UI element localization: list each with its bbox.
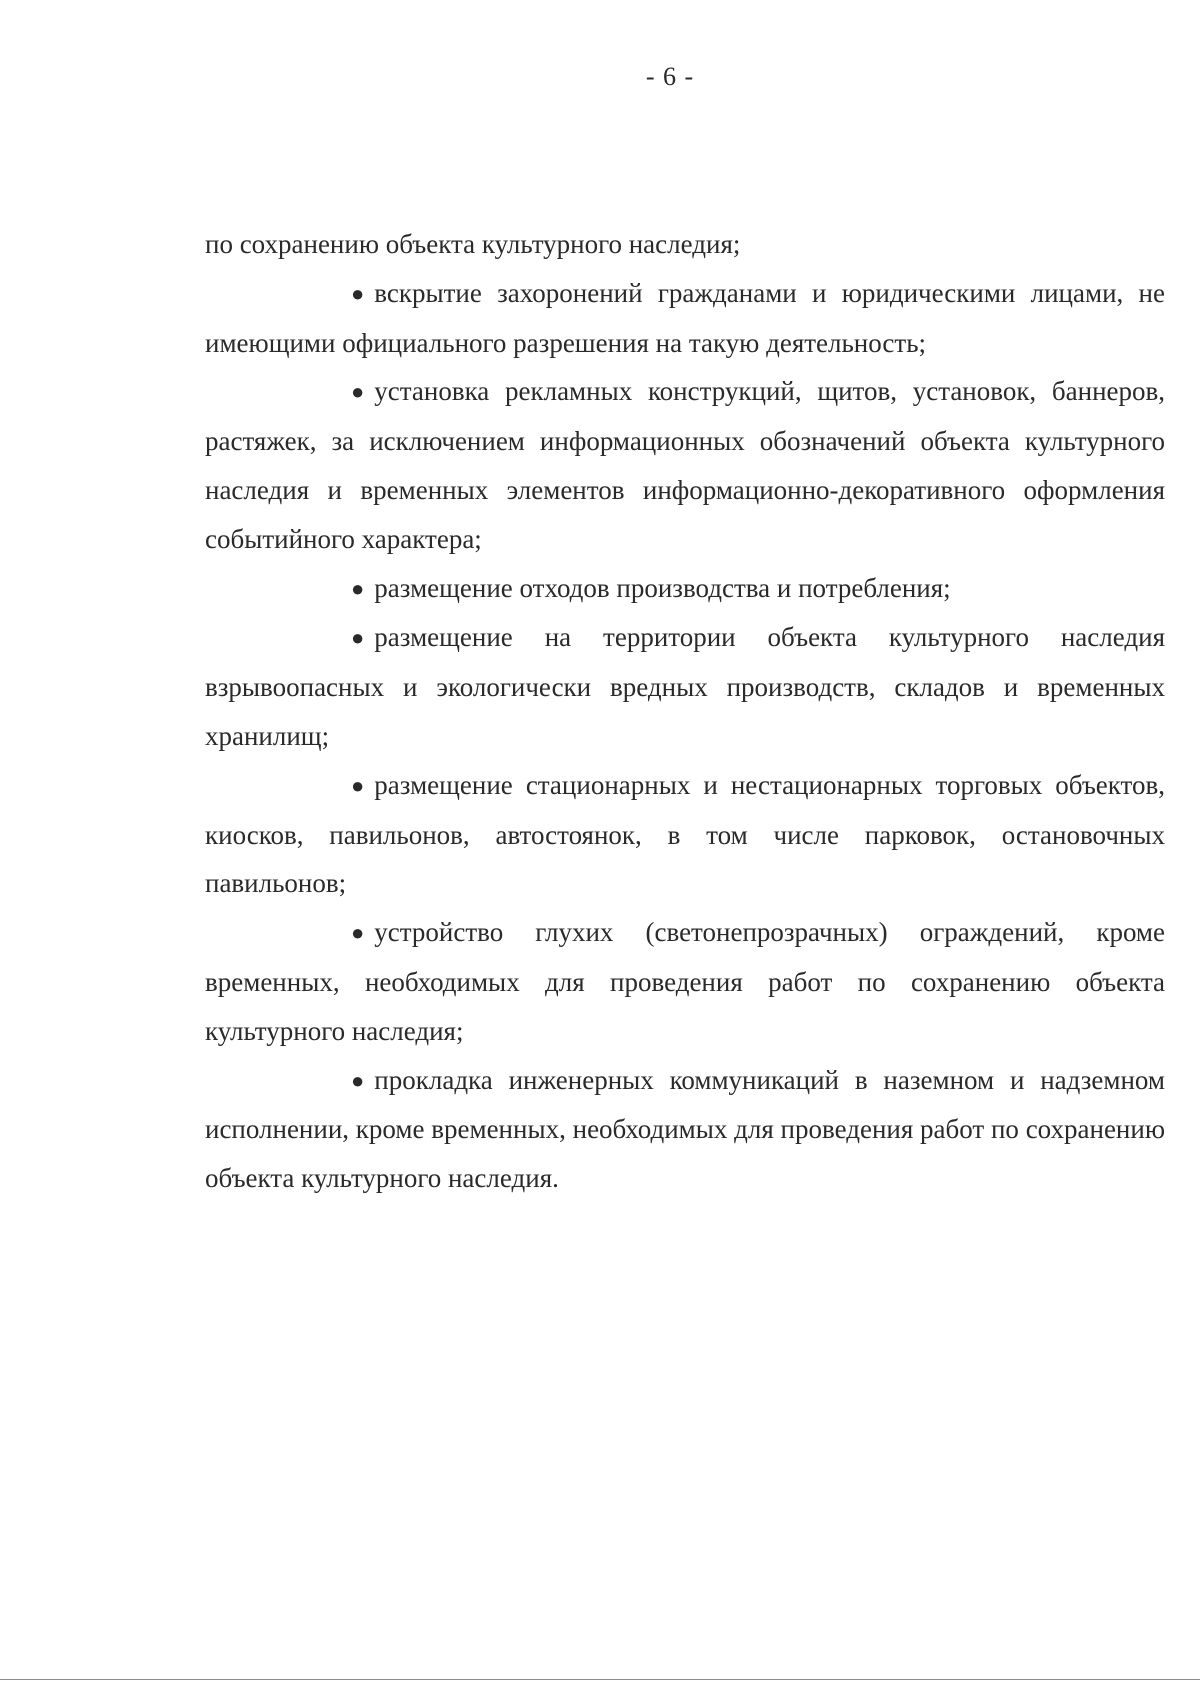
list-item-advertising — [205, 367, 1165, 563]
page-number: - 6 - — [645, 62, 695, 91]
bullet-icon: ● — [351, 1067, 365, 1093]
list-item-fences — [205, 908, 1165, 1055]
list-item-text: устройство глухих (светонепрозрачных) ограждений, кроме временных, необходимых для проведения работ по сохранению объекта культурного наследия; — [205, 917, 1165, 1046]
scan-edge-line — [0, 1679, 1200, 1680]
bullet-icon: ● — [351, 280, 365, 306]
bullet-icon: ● — [351, 625, 365, 651]
bullet-icon: ● — [351, 772, 365, 798]
list-item-utilities — [205, 1056, 1165, 1203]
list-item-trade-objects — [205, 761, 1165, 908]
list-item-burial-opening — [205, 269, 1165, 368]
list-item-text: установка рекламных конструкций, щитов, установок, баннеров, растяжек, за исключением информационных обозначений объекта культурного наследия и временных элементов информационно-декоративного оформления событийного характера; — [205, 376, 1165, 554]
list-item-text: размещение стационарных и нестационарных торговых объектов, киосков, павильонов, автостоянок, в том числе парковок, остановочных павильонов; — [205, 769, 1165, 899]
continuation-paragraph: по сохранению объекта культурного наследия; — [205, 229, 741, 259]
bullet-icon: ● — [351, 920, 365, 946]
bullet-icon: ● — [351, 379, 365, 405]
list-item-waste — [205, 564, 1165, 614]
list-item-text: вскрытие захоронений гражданами и юридическими лицами, не имеющими официального разрешения на такую деятельность; — [205, 277, 1165, 358]
list-item-text: размещение отходов производства и потребления; — [374, 572, 951, 603]
list-item-hazardous-production — [205, 613, 1165, 760]
list-item-text: прокладка инженерных коммуникаций в наземном и надземном исполнении, кроме временных, необходимых для проведения работ по сохранению объекта культурного наследия. — [205, 1064, 1165, 1194]
document-body — [205, 220, 1165, 1203]
list-item-text: размещение на территории объекта культурного наследия взрывоопасных и экологически вредных производств, складов и временных хранилищ; — [205, 622, 1165, 751]
bullet-icon: ● — [351, 575, 365, 601]
